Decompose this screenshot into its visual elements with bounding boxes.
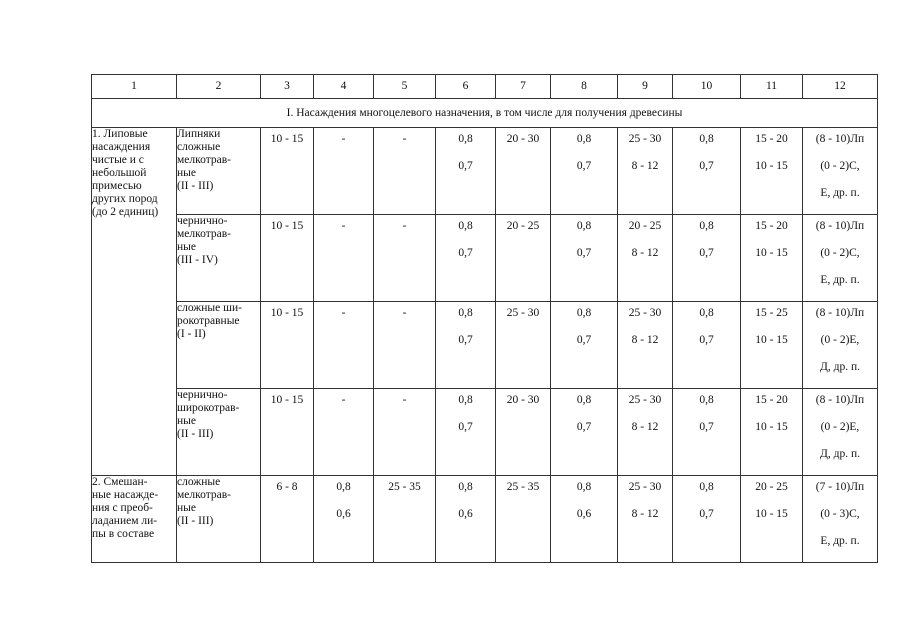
cell-line: 8 - 12 (631, 508, 659, 520)
value-cell-c9 (618, 389, 673, 476)
cell-lines (551, 128, 617, 173)
cell-line: 8 - 12 (631, 160, 659, 172)
cell-line: (7 - 10)Лп (815, 481, 865, 493)
forest-type-cell (177, 302, 261, 389)
cell-line: 0,7 (699, 334, 714, 346)
cell-line: 15 - 20 (755, 133, 788, 145)
cell-line: 0,7 (458, 334, 473, 346)
value-cell-c4 (314, 215, 374, 302)
value-cell-c5 (374, 302, 436, 389)
cell-line: (II - III) (177, 515, 214, 527)
cell-value: 25 - 35 (506, 481, 540, 493)
cell-lines (803, 215, 877, 301)
col-header-11: 11 (741, 75, 803, 99)
cell-line: 10 - 15 (755, 334, 788, 346)
cell-line: 1. Липовые (92, 128, 148, 140)
cell-lines (314, 389, 373, 407)
cell-line: Липняки (177, 128, 221, 140)
cell-line: (8 - 10)Лп (815, 307, 865, 319)
cell-line: (0 - 2)Е, (820, 421, 860, 433)
cell-line: 10 - 15 (755, 160, 788, 172)
cell-line: 0,7 (576, 160, 592, 172)
cell-lines (177, 302, 260, 341)
cell-lines (436, 389, 495, 434)
cell-line: мелкотрав- (177, 489, 232, 501)
value-cell-c5 (374, 389, 436, 476)
cell-line: - (341, 394, 346, 406)
cell-line: 10 - 15 (755, 508, 788, 520)
cell-line: (III - IV) (177, 254, 218, 266)
col-header-8: 8 (551, 75, 618, 99)
cell-line: (0 - 2)Е, (820, 334, 860, 346)
cell-lines (673, 128, 740, 173)
cell-line: чернично- (177, 215, 228, 227)
cell-line: (0 - 2)С, (820, 247, 860, 259)
cell-line: сложные ши- (177, 302, 242, 314)
cell-line: 0,7 (458, 247, 473, 259)
cell-lines (314, 476, 373, 521)
cell-lines (741, 389, 802, 434)
cell-lines (436, 215, 495, 260)
value-cell-c8 (551, 389, 618, 476)
cell-lines (803, 389, 877, 475)
col-header-10: 10 (673, 75, 741, 99)
cell-line: 0,7 (576, 334, 592, 346)
section-row (92, 99, 878, 128)
cell-lines (551, 476, 617, 521)
cell-line: чернично- (177, 389, 228, 401)
cell-line: чистые и с (92, 154, 144, 166)
value-cell-c12 (803, 476, 878, 563)
cell-line: 0,8 (458, 394, 473, 406)
cell-lines (436, 302, 495, 347)
col-header-12: 12 (803, 75, 878, 99)
cell-line: 8 - 12 (631, 421, 659, 433)
value-cell-c8 (551, 128, 618, 215)
cell-lines (314, 215, 373, 233)
value-cell-c4 (314, 389, 374, 476)
cell-lines (177, 128, 260, 193)
cell-line: широкотрав- (177, 402, 240, 414)
cell-line: - (341, 220, 346, 232)
cell-line: 0,7 (576, 421, 592, 433)
value-cell-c8 (551, 302, 618, 389)
col-header-1: 1 (92, 75, 177, 99)
value-cell-c5 (374, 215, 436, 302)
cell-lines (803, 302, 877, 388)
cell-value: 25 - 30 (506, 307, 540, 319)
cell-lines (741, 302, 802, 347)
value-cell-c10 (673, 302, 741, 389)
value-cell-c7 (496, 476, 551, 563)
cell-line: 0,8 (576, 394, 592, 406)
cell-line: 0,8 (699, 394, 714, 406)
cell-line: 0,6 (336, 508, 351, 520)
cell-value: 25 - 35 (388, 481, 421, 493)
cell-line: 15 - 20 (755, 394, 788, 406)
cell-lines (673, 476, 740, 521)
col-header-7: 7 (496, 75, 551, 99)
value-cell-c11 (741, 389, 803, 476)
value-cell-c7 (496, 215, 551, 302)
value-cell-c4 (314, 476, 374, 563)
value-cell-c11 (741, 215, 803, 302)
cell-lines (741, 128, 802, 173)
column-number-row (92, 75, 878, 99)
value-cell-c8 (551, 215, 618, 302)
cell-line: насаждения (92, 141, 151, 153)
cell-line: 25 - 30 (628, 133, 662, 145)
cell-line: 0,8 (576, 481, 592, 493)
forest-standards-table (91, 74, 878, 563)
stand-group-name (92, 476, 177, 563)
cell-value: 10 - 15 (270, 220, 304, 232)
cell-line: (0 - 2)С, (820, 160, 860, 172)
cell-line: рокотравные (177, 315, 240, 327)
value-cell-c6 (436, 302, 496, 389)
value-cell-c6 (436, 215, 496, 302)
cell-value: 20 - 30 (506, 394, 540, 406)
cell-line: 25 - 30 (628, 394, 662, 406)
value-cell-c12 (803, 389, 878, 476)
cell-line: 0,8 (699, 307, 714, 319)
value-cell-c8 (551, 476, 618, 563)
cell-lines (177, 389, 260, 441)
value-cell-c12 (803, 128, 878, 215)
value-cell-c9 (618, 476, 673, 563)
cell-line: 2. Смешан- (92, 476, 148, 488)
value-cell-c5 (374, 476, 436, 563)
cell-line: ные (177, 167, 196, 179)
cell-line: 15 - 20 (755, 220, 788, 232)
cell-lines (803, 128, 877, 214)
cell-line: ные (177, 415, 196, 427)
col-header-5: 5 (374, 75, 436, 99)
cell-line: 8 - 12 (631, 247, 659, 259)
cell-lines (314, 128, 373, 146)
value-cell-c6 (436, 389, 496, 476)
cell-line: 0,8 (576, 307, 592, 319)
cell-line: 0,7 (699, 247, 714, 259)
table-row (92, 302, 878, 389)
cell-value: - (402, 307, 407, 319)
cell-line: Е, др. п. (820, 274, 860, 286)
cell-line: 0,8 (458, 307, 473, 319)
forest-type-cell (177, 389, 261, 476)
cell-line: (8 - 10)Лп (815, 220, 865, 232)
cell-line: Д, др. п. (820, 361, 860, 373)
table-row (92, 128, 878, 215)
value-cell-c3 (261, 389, 314, 476)
value-cell-c10 (673, 476, 741, 563)
cell-line: ные (177, 241, 196, 253)
value-cell-c9 (618, 302, 673, 389)
value-cell-c3 (261, 215, 314, 302)
cell-line: (I - II) (177, 328, 206, 340)
cell-line: (до 2 единиц) (92, 206, 159, 218)
cell-lines (551, 302, 617, 347)
cell-lines (314, 302, 373, 320)
value-cell-c10 (673, 389, 741, 476)
value-cell-c9 (618, 215, 673, 302)
col-header-2: 2 (177, 75, 261, 99)
cell-value: 10 - 15 (270, 307, 304, 319)
cell-line: (II - III) (177, 180, 214, 192)
cell-value: 10 - 15 (270, 394, 304, 406)
cell-line: 8 - 12 (631, 334, 659, 346)
cell-line: 0,8 (699, 220, 714, 232)
cell-line: 0,6 (458, 508, 473, 520)
cell-line: 20 - 25 (628, 220, 662, 232)
cell-lines (673, 215, 740, 260)
value-cell-c4 (314, 302, 374, 389)
value-cell-c12 (803, 215, 878, 302)
cell-lines (92, 476, 176, 541)
cell-line: ния с преоб- (92, 502, 153, 514)
cell-lines (673, 389, 740, 434)
stand-group-name (92, 128, 177, 476)
cell-line: 0,7 (458, 160, 473, 172)
cell-line: сложные (177, 476, 221, 488)
cell-line: других пород (92, 193, 158, 205)
cell-lines (741, 476, 802, 521)
cell-line: Е, др. п. (820, 187, 860, 199)
cell-line: 0,8 (458, 481, 473, 493)
cell-line: Е, др. п. (820, 535, 860, 547)
cell-line: ные (177, 502, 196, 514)
col-header-6: 6 (436, 75, 496, 99)
value-cell-c5 (374, 128, 436, 215)
cell-lines (618, 128, 672, 173)
col-header-4: 4 (314, 75, 374, 99)
cell-line: 0,7 (699, 421, 714, 433)
cell-line: 0,8 (699, 133, 714, 145)
cell-line: 0,7 (458, 421, 473, 433)
value-cell-c7 (496, 389, 551, 476)
cell-value: - (402, 220, 407, 232)
cell-line: сложные (177, 141, 221, 153)
section-title: I. Насаждения многоцелевого назначения, в том числе для получения древесины (92, 99, 878, 128)
cell-line: пы в составе (92, 528, 155, 540)
cell-lines (177, 215, 260, 267)
cell-lines (618, 215, 672, 260)
cell-line: - (341, 133, 346, 145)
value-cell-c11 (741, 476, 803, 563)
cell-line: (8 - 10)Лп (815, 394, 865, 406)
cell-line: 0,7 (699, 508, 714, 520)
forest-type-cell (177, 128, 261, 215)
value-cell-c6 (436, 128, 496, 215)
cell-lines (177, 476, 260, 528)
cell-line: 20 - 25 (755, 481, 788, 493)
value-cell-c11 (741, 302, 803, 389)
cell-lines (618, 389, 672, 434)
cell-line: (8 - 10)Лп (815, 133, 865, 145)
value-cell-c3 (261, 128, 314, 215)
cell-line: Д, др. п. (820, 448, 860, 460)
cell-value: 10 - 15 (270, 133, 304, 145)
cell-line: небольшой (92, 167, 147, 179)
cell-line: 15 - 25 (755, 307, 788, 319)
cell-lines (551, 215, 617, 260)
table-row (92, 476, 878, 563)
cell-value: 6 - 8 (276, 481, 298, 493)
cell-line: 0,8 (336, 481, 351, 493)
cell-line: 25 - 30 (628, 481, 662, 493)
value-cell-c3 (261, 476, 314, 563)
cell-line: 0,7 (576, 247, 592, 259)
cell-line: 0,8 (576, 133, 592, 145)
cell-line: - (341, 307, 346, 319)
cell-lines (618, 476, 672, 521)
cell-line: ные насажде- (92, 489, 159, 501)
value-cell-c4 (314, 128, 374, 215)
value-cell-c7 (496, 302, 551, 389)
value-cell-c11 (741, 128, 803, 215)
value-cell-c12 (803, 302, 878, 389)
cell-line: 0,7 (699, 160, 714, 172)
value-cell-c6 (436, 476, 496, 563)
value-cell-c10 (673, 128, 741, 215)
forest-type-cell (177, 476, 261, 563)
cell-lines (436, 128, 495, 173)
cell-lines (618, 302, 672, 347)
forest-type-cell (177, 215, 261, 302)
value-cell-c9 (618, 128, 673, 215)
cell-line: (0 - 3)С, (820, 508, 860, 520)
cell-lines (741, 215, 802, 260)
value-cell-c3 (261, 302, 314, 389)
cell-line: 0,8 (576, 220, 592, 232)
cell-line: 10 - 15 (755, 247, 788, 259)
cell-lines (803, 476, 877, 562)
table-row (92, 389, 878, 476)
cell-value: 20 - 25 (506, 220, 540, 232)
cell-value: - (402, 133, 407, 145)
cell-lines (436, 476, 495, 521)
cell-line: 10 - 15 (755, 421, 788, 433)
cell-line: 0,8 (699, 481, 714, 493)
cell-line: 0,6 (576, 508, 592, 520)
value-cell-c7 (496, 128, 551, 215)
cell-lines (673, 302, 740, 347)
cell-line: ладанием ли- (92, 515, 158, 527)
cell-line: 0,8 (458, 220, 473, 232)
table-row (92, 215, 878, 302)
cell-value: - (402, 394, 407, 406)
cell-line: 0,8 (458, 133, 473, 145)
cell-line: мелкотрав- (177, 154, 232, 166)
value-cell-c10 (673, 215, 741, 302)
cell-line: (II - III) (177, 428, 214, 440)
col-header-3: 3 (261, 75, 314, 99)
cell-line: примесью (92, 180, 142, 192)
cell-value: 20 - 30 (506, 133, 540, 145)
cell-line: мелкотрав- (177, 228, 232, 240)
col-header-9: 9 (618, 75, 673, 99)
cell-lines (551, 389, 617, 434)
cell-line: 25 - 30 (628, 307, 662, 319)
cell-lines (92, 128, 176, 219)
